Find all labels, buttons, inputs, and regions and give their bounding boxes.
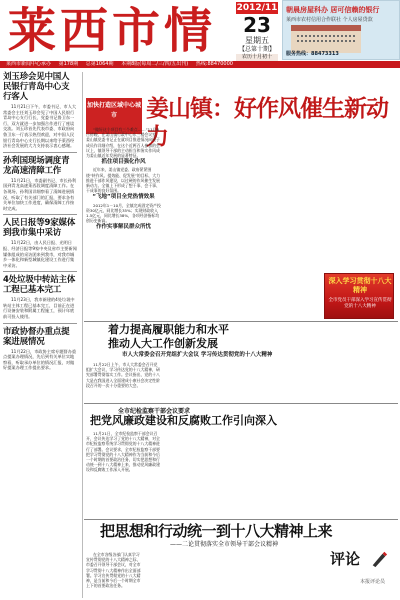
story2-headline-line: 着力提高履职能力和水平: [108, 323, 229, 336]
story-body: 11月23日，我市新建的4处垃圾中转站主体工程已基本完工，目前正在进行设备安装和附属工程施工，预计年底前可投入使用。: [3, 297, 75, 320]
bank-advertisement: [282, 0, 400, 60]
issue-date-box: [236, 2, 278, 60]
main-story-kicker: 加快打造区域中心城市: [86, 98, 142, 134]
section-divider: [84, 321, 398, 322]
divider: [3, 152, 77, 153]
info-bar-item: 本期8版(每周二/三/四/五出刊): [121, 61, 189, 67]
story-body: 11月22日，由人民日报、光明日报、经济日报等9家中央及省市主要新闻媒体组成的采访团来到我市，对我市城乡一体化和新型城镇化建设工作进行集中采访。: [3, 240, 77, 268]
info-bar-item: 莱西市新闻中心承办: [6, 61, 52, 67]
story-headline: 市政协督办重点提案进展情况: [3, 326, 70, 347]
ad-title: 朝晨房屋科办 居可信赖的银行: [286, 6, 380, 14]
promo-subtitle: 全市党员干部深入学习宣传贯彻党的十八大精神: [328, 298, 392, 309]
story2-headline: [108, 323, 328, 351]
issue-number: 【总第十期】: [238, 46, 275, 53]
story2-body: [86, 362, 398, 400]
story-headline: 人民日报等9家媒体到我市集中采访: [3, 218, 76, 239]
masthead: [0, 0, 400, 68]
divider: [3, 323, 77, 324]
story-body: 11月21日下午，市委书记、市人大常委会主任刘玉珍会见了中国人民银行青岛中心支行行长、党委书记鲁卫东一行，双方就进一步加强合作进行了座谈交流。刘玉珍首先代表市委、市政府向鲁卫东一行表示热烈欢迎，对中国人民银行青岛中心支行长期以来给予莱西经济社会发展的大力支持表示衷心感谢。: [3, 104, 77, 149]
paragraph: 近年来，姜山镇党委、政府紧紧围绕“转作风、提效能、促发展”的目标，大力推进干部作风建设，以过硬的作风催生发展新动力。全镇上下形成了想干事、会干事、干成事的良好氛围。: [86, 167, 161, 194]
paragraph: 11月21日，全市纪检监察干部会议召开，会议传达学习了党的十八大精神，对全市纪检监察系统学习贯彻党的十八大精神进行了部署。会议要求，全市纪检监察干部要把学习贯彻党的十八大精神作为当前和今后一个时期的首要政治任务，切实把思想和行动统一到十八大精神上来，推动党风廉政建设和反腐败工作深入开展。: [86, 431, 160, 473]
story3-body: [86, 431, 398, 517]
date-day: 23: [243, 13, 271, 37]
section-divider: [84, 403, 398, 404]
date-week: 星期五: [245, 36, 269, 45]
building-image: [291, 25, 361, 53]
paragraph: 2012年1－10月，全镇完成固定资产投资30亿元，同比增长35%；实现财政收入1.5亿元，同比增长38%，各项经济指标均创历史新高。: [86, 202, 161, 224]
newspaper-logo: 莱西市情: [8, 3, 217, 59]
commentary-body: [86, 552, 322, 598]
paragraph: “做好这个项目有三个难点……”11月8日傍晚，在姜山镇行政中心东三楼会议室，姜山镇党委书记正在就项目推进情况向班子成员作详细介绍，在这个近两百人参加的会议上，镇领导干部的主动担当和务实作风成为姜山镇近年发展的显著特征。: [86, 127, 160, 159]
subheading: “飞地”项目全党热情效果: [92, 194, 155, 201]
story-headline: 4处垃圾中转站主体工程已基本完工: [3, 275, 76, 296]
divider: [3, 271, 77, 272]
commentary-label: 评论: [330, 550, 361, 568]
info-bar-item: 总第1064期: [85, 61, 114, 67]
paragraph: 11月22日上午，市人大常委会召开党组扩大会议，学习传达党的十八大精神，研究部署贯彻落实工作。会议指出，党的十八大是在我国进入全面建成小康社会决定性阶段召开的一次十分重要的大会。: [86, 362, 160, 388]
story2-subheadline: 市人大常委会召开党组扩大会议 学习传达贯彻党的十八大精神: [122, 352, 273, 358]
ad-subtitle: 莱西市农村信用合作联社 个人房屋贷款: [286, 17, 373, 23]
story3-kicker: 全市纪检监察干部会议要求: [118, 408, 191, 415]
left-news-column: [0, 70, 80, 600]
lunar-date: 农历十月初十: [236, 54, 278, 61]
commentary-subheadline: ——二论贯彻落实全市领导干部会议精神: [170, 541, 279, 548]
story-body: 11月22日，市政协主席专题督办重点提案办理情况，先后到有关单位实地察看，听取承办单位的情况汇报，对做好提案办理工作提出要求。: [3, 348, 77, 371]
story3-headline: 把党风廉政建设和反腐败工作引向深入: [90, 414, 277, 427]
story-headline: 刘玉珍会见中国人民银行青岛中心支行客人: [3, 72, 70, 102]
party-congress-promo-image: [324, 273, 394, 319]
date-year: 2012/11: [236, 3, 278, 13]
divider: [3, 214, 77, 215]
subheading: 作作实事解民群众所忧: [95, 224, 151, 231]
promo-title: 深入学习贯彻十八大精神: [328, 277, 392, 294]
story-headline: 孙利国现场调度青龙高速清障工作: [3, 155, 70, 176]
ad-phone: 服务热线：88473313: [286, 51, 339, 57]
column-divider: [82, 72, 83, 598]
story2-headline-line: 推动人大工作创新发展: [108, 337, 218, 350]
paragraph: 在全市各级各部门认真学习宣传贯彻党的十八大精神之际，市委召开领导干部会议，对全市学习贯彻十八大精神作出全面部署。学习宣传贯彻党的十八大精神，是当前和今后一个时期全市上下的首要政治任务。: [86, 552, 141, 589]
commentary-author: 本报评论员: [360, 579, 386, 585]
pen-icon: [370, 550, 388, 568]
story-body: 11月21日，市委副书记、市长孙利国到青龙高速莱西段调度清障工作。在各现场，孙利国详细察看了清障进展情况，听取了有关部门的汇报，要求各有关单位加快工作进度，确保清障工作按时完成。: [3, 177, 77, 211]
subheading: 抓住项目强化作风: [101, 159, 146, 166]
commentary-label-box: [330, 548, 394, 594]
info-bar-item: 第178期: [58, 61, 79, 67]
info-bar-item: 热线:88470000: [195, 61, 233, 67]
main-headline: 姜山镇：好作风催生新动力: [146, 96, 388, 150]
section-divider: [84, 519, 398, 520]
commentary-headline: 把思想和行动统一到十八大精神上来: [100, 522, 333, 540]
masthead-info-bar: [0, 61, 400, 68]
